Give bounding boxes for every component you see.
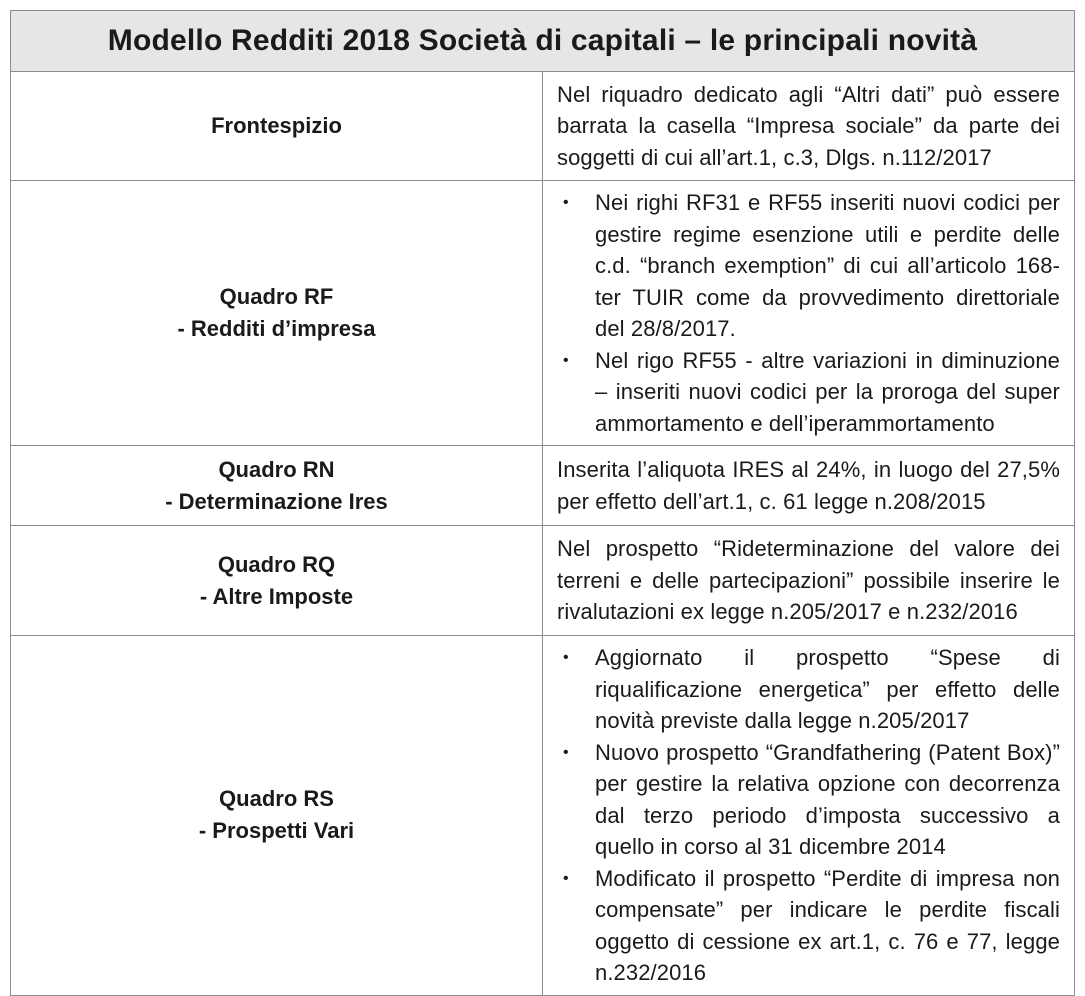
list-item-text: Nel rigo RF55 - altre variazioni in diminuzione – inseriti nuovi codici per la proroga del super ammortamento e dell’iperammortamento	[595, 347, 1060, 436]
bullet-icon: •	[563, 194, 569, 211]
row-content-frontespizio: Nel riquadro dedicato agli “Altri dati” può essere barrata la casella “Impresa sociale” da parte dei soggetti di cui all’art.1, c.3, Dlgs. n.112/2017	[543, 72, 1075, 181]
title-row	[11, 11, 1075, 72]
novita-document	[10, 10, 1075, 996]
bullet-icon: •	[563, 869, 569, 887]
row-label-frontespizio	[11, 72, 543, 181]
bullet-list	[557, 642, 1060, 989]
bullet-list	[557, 187, 1060, 439]
list-item	[557, 187, 1060, 345]
list-item-text: Modificato il prospetto “Perdite di impresa non compensate” per indicare le perdite fiscali oggetto di cessione ex art.1, c. 76 e 77, legge n.232/2016	[595, 865, 1060, 985]
row-label-quadro-rn	[11, 446, 543, 526]
row-label-subline: - Determinazione Ires	[165, 488, 388, 514]
row-label-quadro-rf	[11, 181, 543, 446]
list-item	[557, 345, 1060, 440]
row-label-subline: - Altre Imposte	[199, 583, 354, 609]
row-label-subline: - Redditi d’impresa	[177, 316, 376, 341]
list-item-text: Nuovo prospetto “Grandfathering (Patent Box)” per gestire la relativa opzione con decorrenza dal terzo periodo d’imposta successivo a quello in corso al 31 dicembre 2014	[595, 739, 1060, 859]
row-content-quadro-rf	[543, 181, 1075, 446]
row-label-line: Frontespizio	[211, 113, 342, 138]
table-title: Modello Redditi 2018 Società di capitali – le principali novità	[11, 11, 1075, 72]
row-content-quadro-rn: Inserita l’aliquota IRES al 24%, in luogo del 27,5% per effetto dell’art.1, c. 61 legge n.208/2015	[543, 446, 1075, 526]
list-item-text: Nei righi RF31 e RF55 inseriti nuovi codici per gestire regime esenzione utili e perdite delle c.d. “branch exemption” di cui all’articolo 168-ter TUIR come da provvedimento direttoriale del 28/8/2017.	[595, 190, 1060, 341]
row-label-line: Quadro RN	[218, 456, 335, 482]
table-row	[11, 446, 1075, 526]
table-row	[11, 72, 1075, 181]
row-content-quadro-rq: Nel prospetto “Rideterminazione del valore dei terreni e delle partecipazioni” possibile inserire le rivalutazioni ex legge n.205/2017 e n.232/2016	[543, 526, 1075, 636]
list-item	[557, 737, 1060, 863]
row-content-quadro-rs	[543, 636, 1075, 996]
row-label-line: Quadro RQ	[217, 551, 336, 577]
row-label-line: Quadro RF	[219, 284, 334, 309]
row-label-subline: - Prospetti Vari	[198, 818, 355, 844]
list-item	[557, 863, 1060, 989]
table-row	[11, 636, 1075, 996]
row-label-line: Quadro RS	[219, 786, 334, 812]
bullet-icon: •	[563, 351, 569, 369]
table-row	[11, 181, 1075, 446]
bullet-icon: •	[563, 649, 569, 666]
bullet-icon: •	[563, 743, 569, 761]
table-row	[11, 526, 1075, 636]
list-item	[557, 642, 1060, 737]
row-label-quadro-rs	[11, 636, 543, 996]
row-label-quadro-rq	[11, 526, 543, 636]
novita-table	[10, 10, 1075, 996]
list-item-text: Aggiornato il prospetto “Spese di riqualificazione energetica” per effetto delle novità previste dalla legge n.205/2017	[595, 645, 1060, 733]
